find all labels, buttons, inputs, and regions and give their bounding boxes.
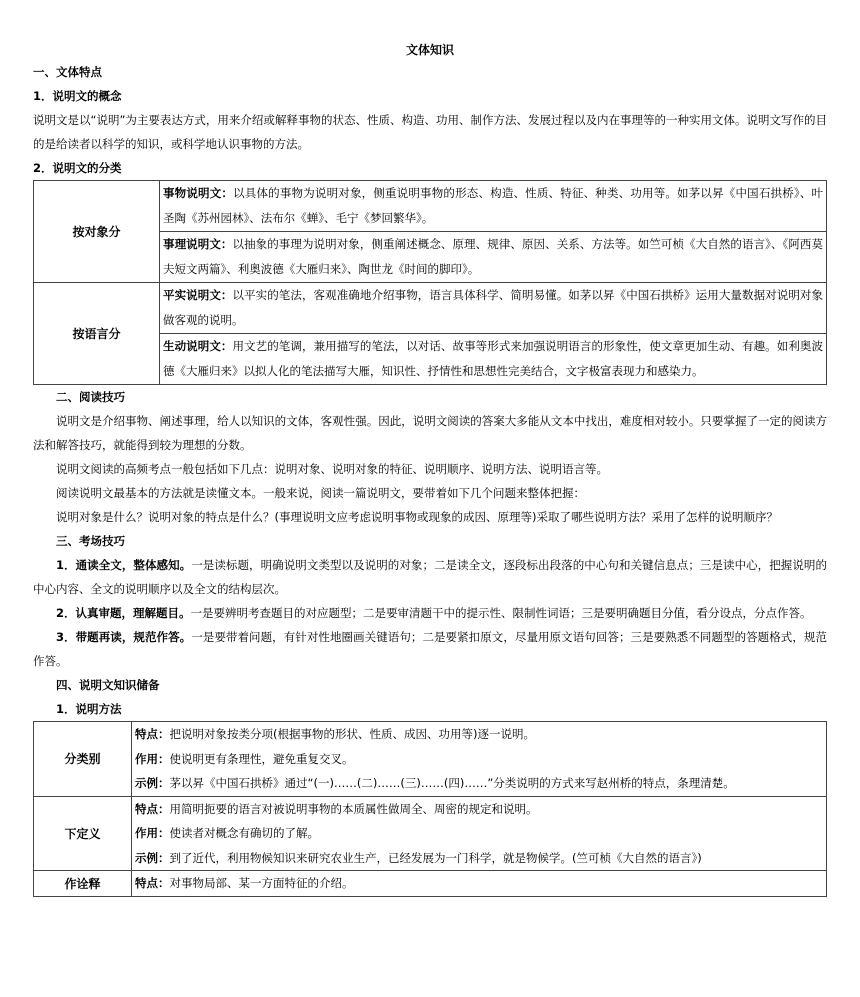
row-text: 以平实的笔法，客观准确地介绍事物，语言具体科学、简明易懂。如茅以昇《中国石拱桥》运用大量数据对说明对象做客观的说明。 [163, 288, 823, 327]
method-name: 下定义 [34, 796, 132, 871]
line-text: 把说明对象按类分项(根据事物的形状、性质、成因、功用等)逐一说明。 [169, 727, 535, 741]
section-heading-1: 一、文体特点 [33, 65, 102, 79]
term-label: 示例： [135, 776, 170, 790]
row-text: 以抽象的事理为说明对象，侧重阐述概念、原理、规律、原因、关系、方法等。如竺可桢《大自然的语言》、《阿西莫夫短文两篇》、利奥波德《大雁归来》、陶世龙《时间的脚印》。 [163, 237, 824, 276]
method-details [132, 796, 827, 871]
method-name: 分类别 [34, 722, 132, 797]
term-label: 事理说明文： [163, 237, 233, 251]
method-details [132, 722, 827, 797]
term-label: 特点： [135, 876, 170, 890]
method-line [135, 771, 823, 796]
table-row [160, 232, 827, 283]
subheading-classification: 2．说明文的分类 [33, 161, 122, 175]
exam-tip-2 [33, 601, 827, 625]
method-line [135, 821, 823, 846]
line-text: 茅以昇《中国石拱桥》通过“(一)……(二)……(三)……(四)……”分类说明的方式来写赵州桥的特点，条理清楚。 [169, 776, 735, 790]
method-line [135, 846, 823, 871]
term-label: 生动说明文： [163, 339, 233, 353]
methods-table [33, 721, 827, 897]
tip-text: 一是要带着问题，有针对性地圈画关键语句；二是要紧扣原文，尽量用原文语句回答；三是要熟悉不同题型的答题格式，规范作答。 [33, 630, 827, 668]
table-row [160, 283, 827, 334]
tip-heading: 2．认真审题，理解题目。 [56, 606, 191, 620]
classification-table [33, 180, 827, 385]
section-heading-2: 二、阅读技巧 [56, 390, 125, 404]
exam-tip-1 [33, 553, 827, 601]
tip-heading: 3．带题再读，规范作答。 [56, 630, 192, 644]
term-label: 特点： [135, 801, 170, 816]
document-page [33, 40, 827, 897]
method-details [132, 871, 827, 897]
method-line [135, 871, 823, 896]
paragraph-reading-2: 说明文阅读的高频考点一般包括如下几点：说明对象、说明对象的特征、说明顺序、说明方法、说明语言等。 [56, 462, 608, 476]
line-text: 使说明更有条理性，避免重复交叉。 [169, 751, 354, 766]
exam-tip-3 [33, 625, 827, 673]
term-label: 作用： [135, 751, 170, 766]
group-by-language: 按语言分 [34, 283, 160, 385]
table-row [160, 181, 827, 232]
line-text: 到了近代，利用物候知识来研究农业生产，已经发展为一门科学，就是物候学。(竺可桢《大自然的语言》) [169, 850, 702, 865]
section-heading-4: 四、说明文知识储备 [56, 678, 160, 692]
row-text: 用文艺的笔调，兼用描写的笔法，以对话、故事等形式来加强说明语言的形象性，使文章更加生动、有趣。如利奥波德《大雁归来》以拟人化的笔法描写大雁，知识性、抒情性和思想性完美结合，文字极富表现力和感染力。 [163, 339, 823, 378]
method-name: 作诠释 [34, 871, 132, 897]
row-text: 以具体的事物为说明对象，侧重说明事物的形态、构造、性质、特征、种类、功用等。如茅以昇《中国石拱桥》、叶圣陶《苏州园林》、法布尔《蝉》、毛宁《梦回繁华》。 [163, 186, 824, 225]
paragraph-reading-4: 说明对象是什么？说明对象的特点是什么？(事理说明文应考虑说明事物或现象的成因、原理等)采取了哪些说明方法？采用了怎样的说明顺序？ [56, 510, 778, 524]
section-heading-3: 三、考场技巧 [56, 534, 125, 548]
method-line [135, 797, 823, 822]
paragraph-concept: 说明文是以“说明”为主要表达方式，用来介绍或解释事物的状态、性质、构造、功用、制作方法、发展过程以及内在事理等的一种实用文体。说明文写作的目的是给读者以科学的知识，或科学地认识事物的方法。 [33, 113, 827, 151]
tip-heading: 1．通读全文，整体感知。 [56, 558, 192, 572]
paragraph-reading-1: 说明文是介绍事物、阐述事理，给人以知识的文体，客观性强。因此，说明文阅读的答案大多能从文本中找出，难度相对较小。只要掌握了一定的阅读方法和解答技巧，就能得到较为理想的分数。 [33, 414, 827, 452]
subheading-concept: 1．说明文的概念 [33, 89, 122, 103]
term-label: 特点： [135, 727, 170, 741]
paragraph-reading-3: 阅读说明文最基本的方法就是读懂文本。一般来说，阅读一篇说明文，要带着如下几个问题来整体把握： [56, 486, 585, 500]
subheading-methods: 1．说明方法 [56, 702, 122, 716]
tip-text: 一是要辨明考查题目的对应题型；二是要审清题干中的提示性、限制性词语；三是要明确题目分值，看分设点，分点作答。 [190, 606, 812, 620]
term-label: 示例： [135, 850, 170, 865]
line-text: 用简明扼要的语言对被说明事物的本质属性做周全、周密的规定和说明。 [169, 801, 538, 816]
term-label: 平实说明文： [163, 288, 233, 302]
term-label: 作用： [135, 826, 170, 840]
document-title: 文体知识 [405, 43, 454, 57]
line-text: 对事物局部、某一方面特征的介绍。 [169, 876, 354, 890]
method-line [135, 722, 823, 747]
term-label: 事物说明文： [163, 186, 234, 200]
tip-text: 一是读标题，明确说明文类型以及说明的对象；二是读全文，逐段标出段落的中心句和关键信息点；三是读中心，把握说明的中心内容、全文的说明顺序以及全文的结构层次。 [33, 558, 827, 596]
group-by-object: 按对象分 [34, 181, 160, 283]
table-row [160, 334, 827, 385]
line-text: 使读者对概念有确切的了解。 [169, 826, 319, 840]
method-line [135, 747, 823, 772]
